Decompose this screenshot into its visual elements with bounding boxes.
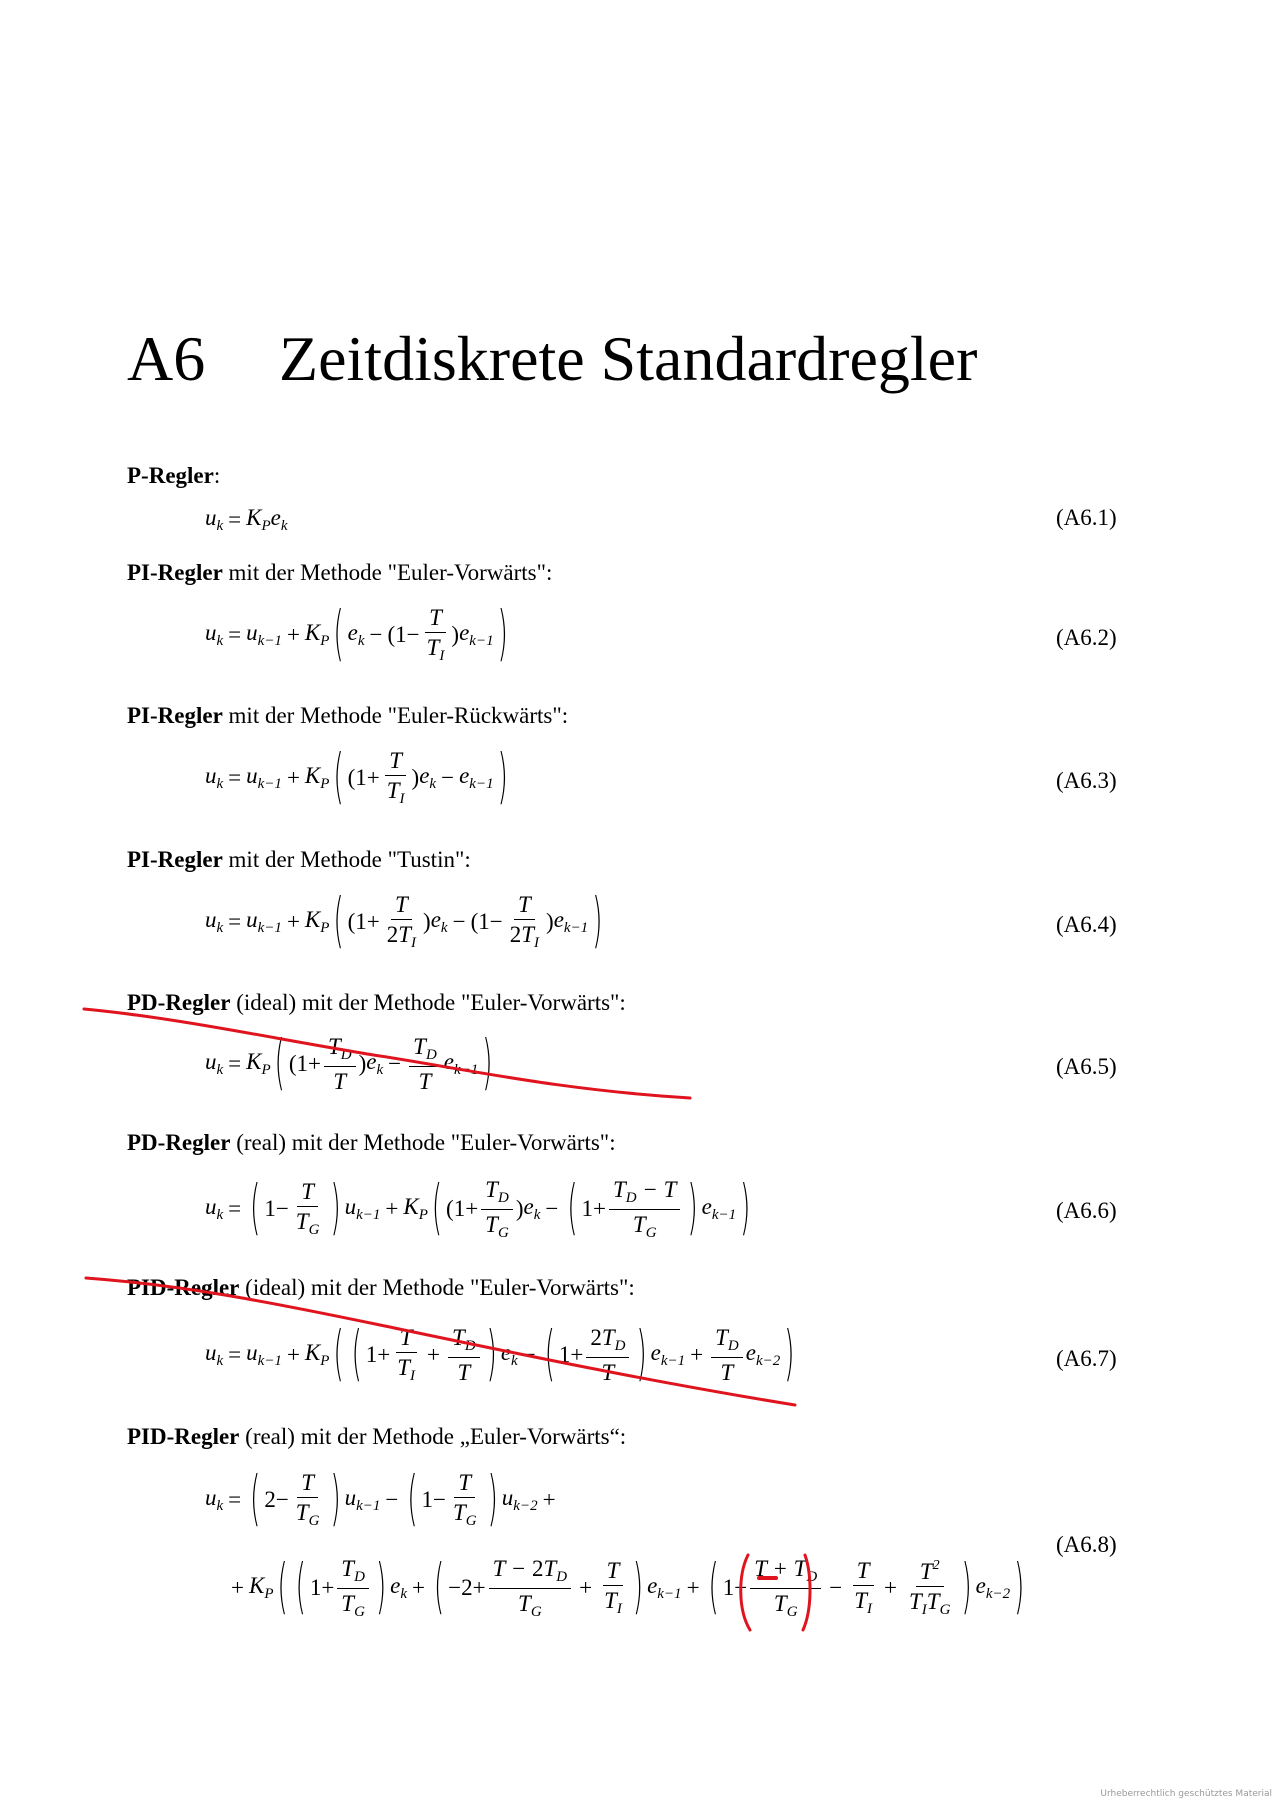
equation-number-a6-1: (A6.1)	[1056, 505, 1117, 530]
section-pi-euler-rueckwaerts: PI-Regler mit der Methode "Euler-Rückwärts":	[127, 703, 569, 728]
equation-a6-4: $u_k$ = $u_{k-1}$ + $K_P$ ( (1+ $\frac{T}{2T_I}$ ) $e_k$ − (1− $\frac{T}{2T_I}$ ) $e_{k-1}$ )	[205, 887, 603, 957]
section-pid-real: PID-Regler (real) mit der Methode „Euler-Vorwärts“:	[127, 1424, 627, 1449]
chapter-title: Zeitdiskrete Standardregler	[279, 323, 978, 394]
section-pd-ideal: PD-Regler (ideal) mit der Methode "Euler-Vorwärts":	[127, 990, 626, 1015]
equation-a6-8-line1: $u_k$ = ( 2− $\frac{T}{T_G}$ ) $u_{k-1}$ − ( 1− $\frac{T}{T_G}$ ) $u_{k-2}$ +	[205, 1465, 556, 1535]
equation-a6-1: $u_k$ = $K_Pe_k$	[205, 505, 288, 534]
section-pd-real: PD-Regler (real) mit der Methode "Euler-Vorwärts":	[127, 1130, 616, 1155]
equation-number-a6-6: (A6.6)	[1056, 1198, 1117, 1223]
equation-number-a6-7: (A6.7)	[1056, 1346, 1117, 1371]
equation-number-a6-4: (A6.4)	[1056, 912, 1117, 937]
chapter-number: A6	[127, 323, 206, 394]
equation-number-a6-3: (A6.3)	[1056, 768, 1117, 793]
section-pid-ideal: PID-Regler (ideal) mit der Methode "Euler-Vorwärts":	[127, 1275, 635, 1300]
equation-a6-6: $u_k$ = ( 1− $\frac{T}{T_G}$ ) $u_{k-1}$ + $K_P$ ( (1+ $\frac{T_D}{T_G}$ ) $e_k$ − ( 1+ $\frac{T_D - T}{T_G}$ ) $e_{k-1}$ )	[205, 1174, 751, 1244]
equation-a6-2: $u_k$ = $u_{k-1}$ + $K_P$ ( $e_k$ − (1− $\frac{T}{T_I}$ ) $e_{k-1}$ )	[205, 600, 508, 670]
section-p-regler: P-Regler:	[127, 463, 221, 488]
equation-a6-8-line2: + $K_P$ ( ( 1+ $\frac{T_D}{T_G}$ ) $e_k$ + ( −2+ $\frac{T - 2T_D}{T_G}$ + $\frac{T}{T_I}$ ) $e_{k-1}$ + ( 1− $\frac{T + T_D}{T_G}$ − $\frac{T}{T_I}$ + $\frac{T^2}{T_IT_G}$ ) $e_{k-2}$ )	[231, 1553, 1025, 1623]
equation-number-a6-5: (A6.5)	[1056, 1054, 1117, 1079]
section-pi-euler-vorwaerts: PI-Regler mit der Methode "Euler-Vorwärts":	[127, 560, 553, 585]
equation-number-a6-8: (A6.8)	[1056, 1532, 1117, 1557]
section-pi-tustin: PI-Regler mit der Methode "Tustin":	[127, 847, 471, 872]
equation-number-a6-2: (A6.2)	[1056, 625, 1117, 650]
equation-a6-3: $u_k$ = $u_{k-1}$ + $K_P$ ( (1+ $\frac{T}{T_I}$ ) $e_k$ − $e_{k-1}$ )	[205, 743, 508, 813]
watermark: Urheberrechtlich geschütztes Material	[1100, 1789, 1272, 1799]
equation-a6-7: $u_k$ = $u_{k-1}$ + $K_P$ ( ( 1+ $\frac{T}{T_I}$ + $\frac{T_D}{T}$ ) $e_k$ − ( 1+ $\frac{2T_D}{T}$ ) $e_{k-1}$ + $\frac{T_D}{T}$ $e_{k-2}$ )	[205, 1320, 795, 1390]
equation-a6-5: $u_k$ = $K_P$ ( (1+ $\frac{T_D}{T}$ ) $e_k$ − $\frac{T_D}{T}$ $e_{k-1}$ )	[205, 1029, 493, 1099]
chapter-heading	[127, 322, 977, 396]
